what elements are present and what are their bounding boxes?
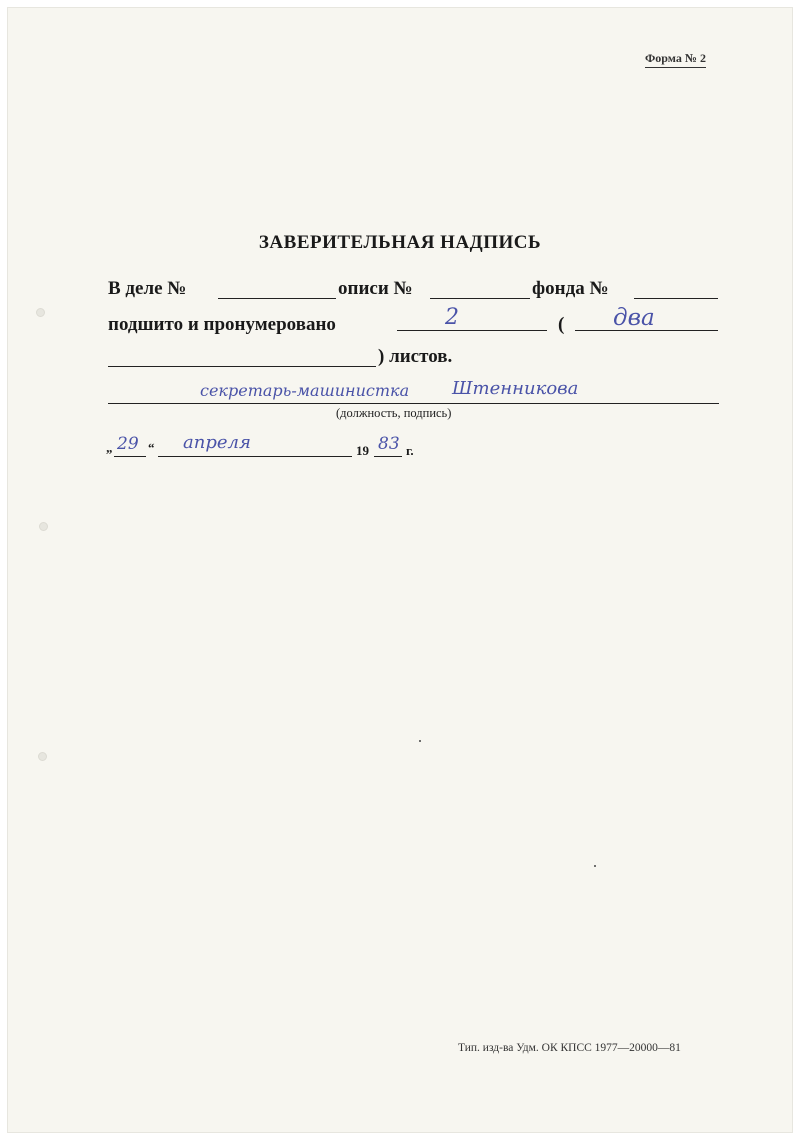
paper-speck <box>419 740 421 742</box>
document-page <box>8 8 792 1132</box>
fund-number-line <box>634 298 718 299</box>
inventory-label: описи № <box>338 278 413 299</box>
open-paren: ( <box>558 314 565 335</box>
inventory-number-line <box>430 298 530 299</box>
paper-speck <box>594 865 596 867</box>
sheets-digits-line <box>397 330 547 331</box>
printer-imprint: Тип. изд-ва Удм. ОК КПСС 1977—20000—81 <box>458 1042 681 1054</box>
case-number-line <box>218 298 336 299</box>
day-handwritten: 29 <box>117 434 139 454</box>
sheets-digits-handwritten: 2 <box>445 305 459 330</box>
document-title: ЗАВЕРИТЕЛЬНАЯ НАДПИСЬ <box>258 232 542 253</box>
form-number: Форма № 2 <box>645 51 706 68</box>
day-line <box>114 456 146 457</box>
sheets-words-handwritten: два <box>613 305 655 331</box>
punch-hole-top <box>36 308 45 317</box>
sheets-words-continuation-line <box>108 366 376 367</box>
case-label: В деле № <box>108 278 187 299</box>
month-handwritten: апреля <box>183 432 251 453</box>
year-line <box>374 456 402 457</box>
year-unit: г. <box>406 443 414 458</box>
date-open-quote: „ <box>106 440 113 455</box>
year-prefix: 19 <box>356 443 369 458</box>
month-line <box>158 456 352 457</box>
signature-handwritten: Штенникова <box>452 378 579 399</box>
position-signature-line <box>108 403 719 404</box>
punch-hole-middle <box>39 522 48 531</box>
position-signature-caption: (должность, подпись) <box>336 406 452 420</box>
fund-label: фонда № <box>532 278 609 299</box>
year-handwritten: 83 <box>378 434 400 454</box>
sheets-count-label: подшито и пронумеровано <box>108 314 336 335</box>
sheets-close-label: ) листов. <box>378 346 453 367</box>
punch-hole-bottom <box>38 752 47 761</box>
position-handwritten: секретарь-машинистка <box>200 381 410 400</box>
date-close-quote: “ <box>148 440 155 455</box>
